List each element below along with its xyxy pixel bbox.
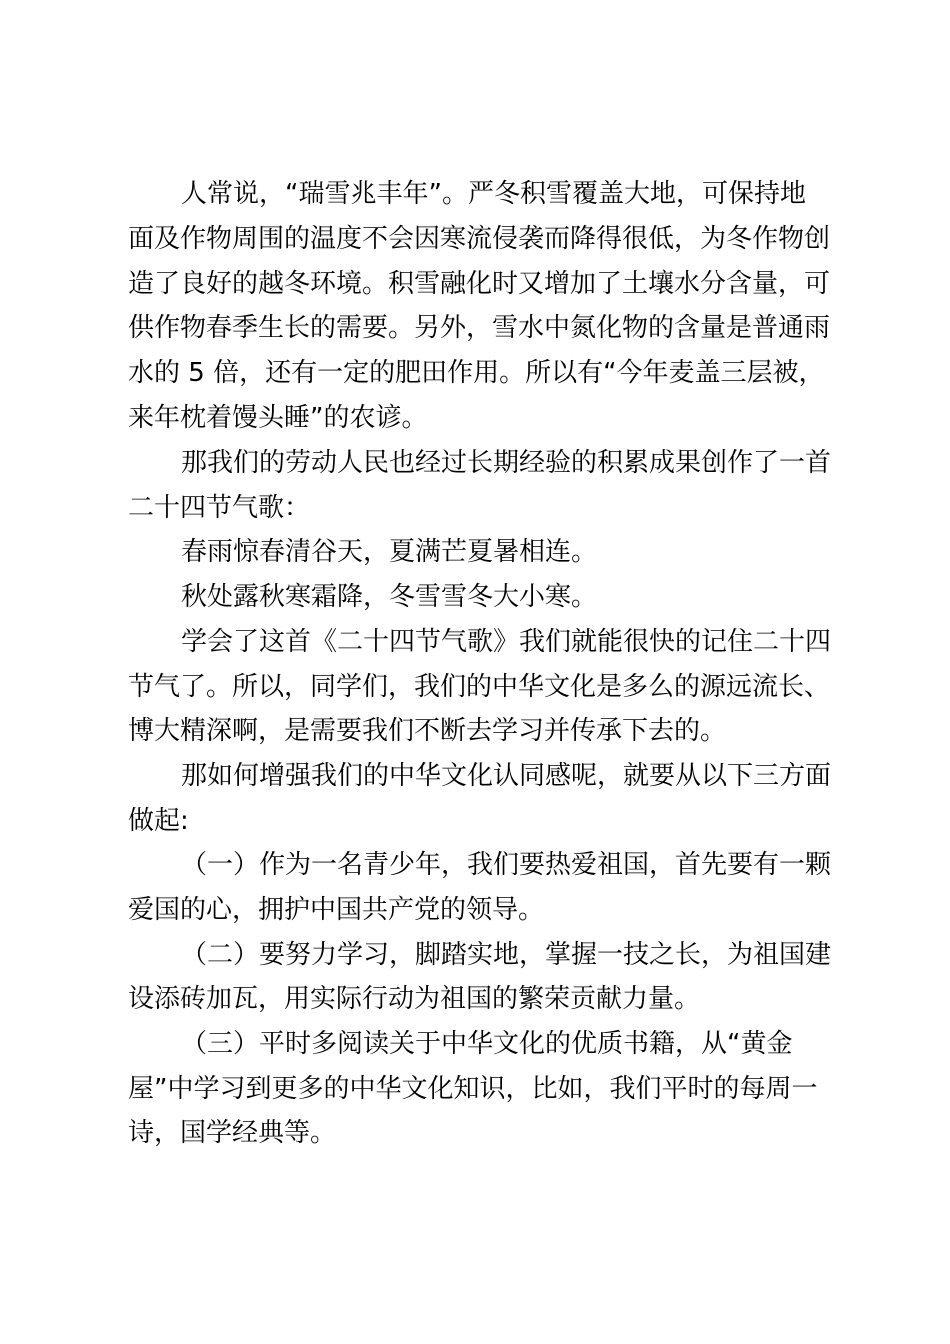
text-line: （一）作为一名青少年，我们要热爱祖国，首先要有一颗	[181, 850, 832, 880]
text-line: 博大精深啊，是需要我们不断去学习并传承下去的。	[128, 716, 727, 746]
text-line: 那我们的劳动人民也经过长期经验的积累成果创作了一首	[181, 448, 832, 478]
text-line: 秋处露秋寒霜降，冬雪雪冬大小寒。	[181, 582, 598, 612]
text-line: 造了良好的越冬环境。积雪融化时又增加了土壤水分含量，可	[128, 269, 831, 299]
text-line: 水的 5 倍，还有一定的肥田作用。所以有“今年麦盖三层被，	[128, 358, 825, 388]
text-line: 面及作物周围的温度不会因寒流侵袭而降得很低，为冬作物创	[128, 224, 831, 254]
text-line: 那如何增强我们的中华文化认同感呢，就要从以下三方面	[181, 761, 832, 791]
text-line: 屋”中学习到更多的中华文化知识，比如，我们平时的每周一	[128, 1074, 818, 1104]
text-line: 二十四节气歌：	[128, 493, 311, 523]
text-line: 诗，国学经典等。	[128, 1118, 337, 1148]
text-line: 设添砖加瓦，用实际行动为祖国的繁荣贡献力量。	[128, 984, 701, 1014]
text-line: 节气了。所以，同学们，我们的中华文化是多么的源远流长、	[128, 672, 831, 702]
text-line: 来年枕着馒头睡”的农谚。	[128, 403, 428, 433]
text-line: 学会了这首《二十四节气歌》我们就能很快的记住二十四	[181, 627, 832, 657]
text-line: 供作物春季生长的需要。另外，雪水中氮化物的含量是普通雨	[128, 313, 831, 343]
text-line: （三）平时多阅读关于中华文化的优质书籍，从“黄金	[181, 1029, 793, 1059]
text-line: 爱国的心，拥护中国共产党的领导。	[128, 895, 545, 925]
text-line: 人常说，“瑞雪兆丰年”。严冬积雪覆盖大地，可保持地	[181, 179, 806, 209]
text-line: 春雨惊春清谷天，夏满芒夏暑相连。	[181, 537, 598, 567]
text-line: 做起:	[128, 806, 189, 836]
text-line: （二）要努力学习，脚踏实地，掌握一技之长，为祖国建	[181, 940, 832, 970]
